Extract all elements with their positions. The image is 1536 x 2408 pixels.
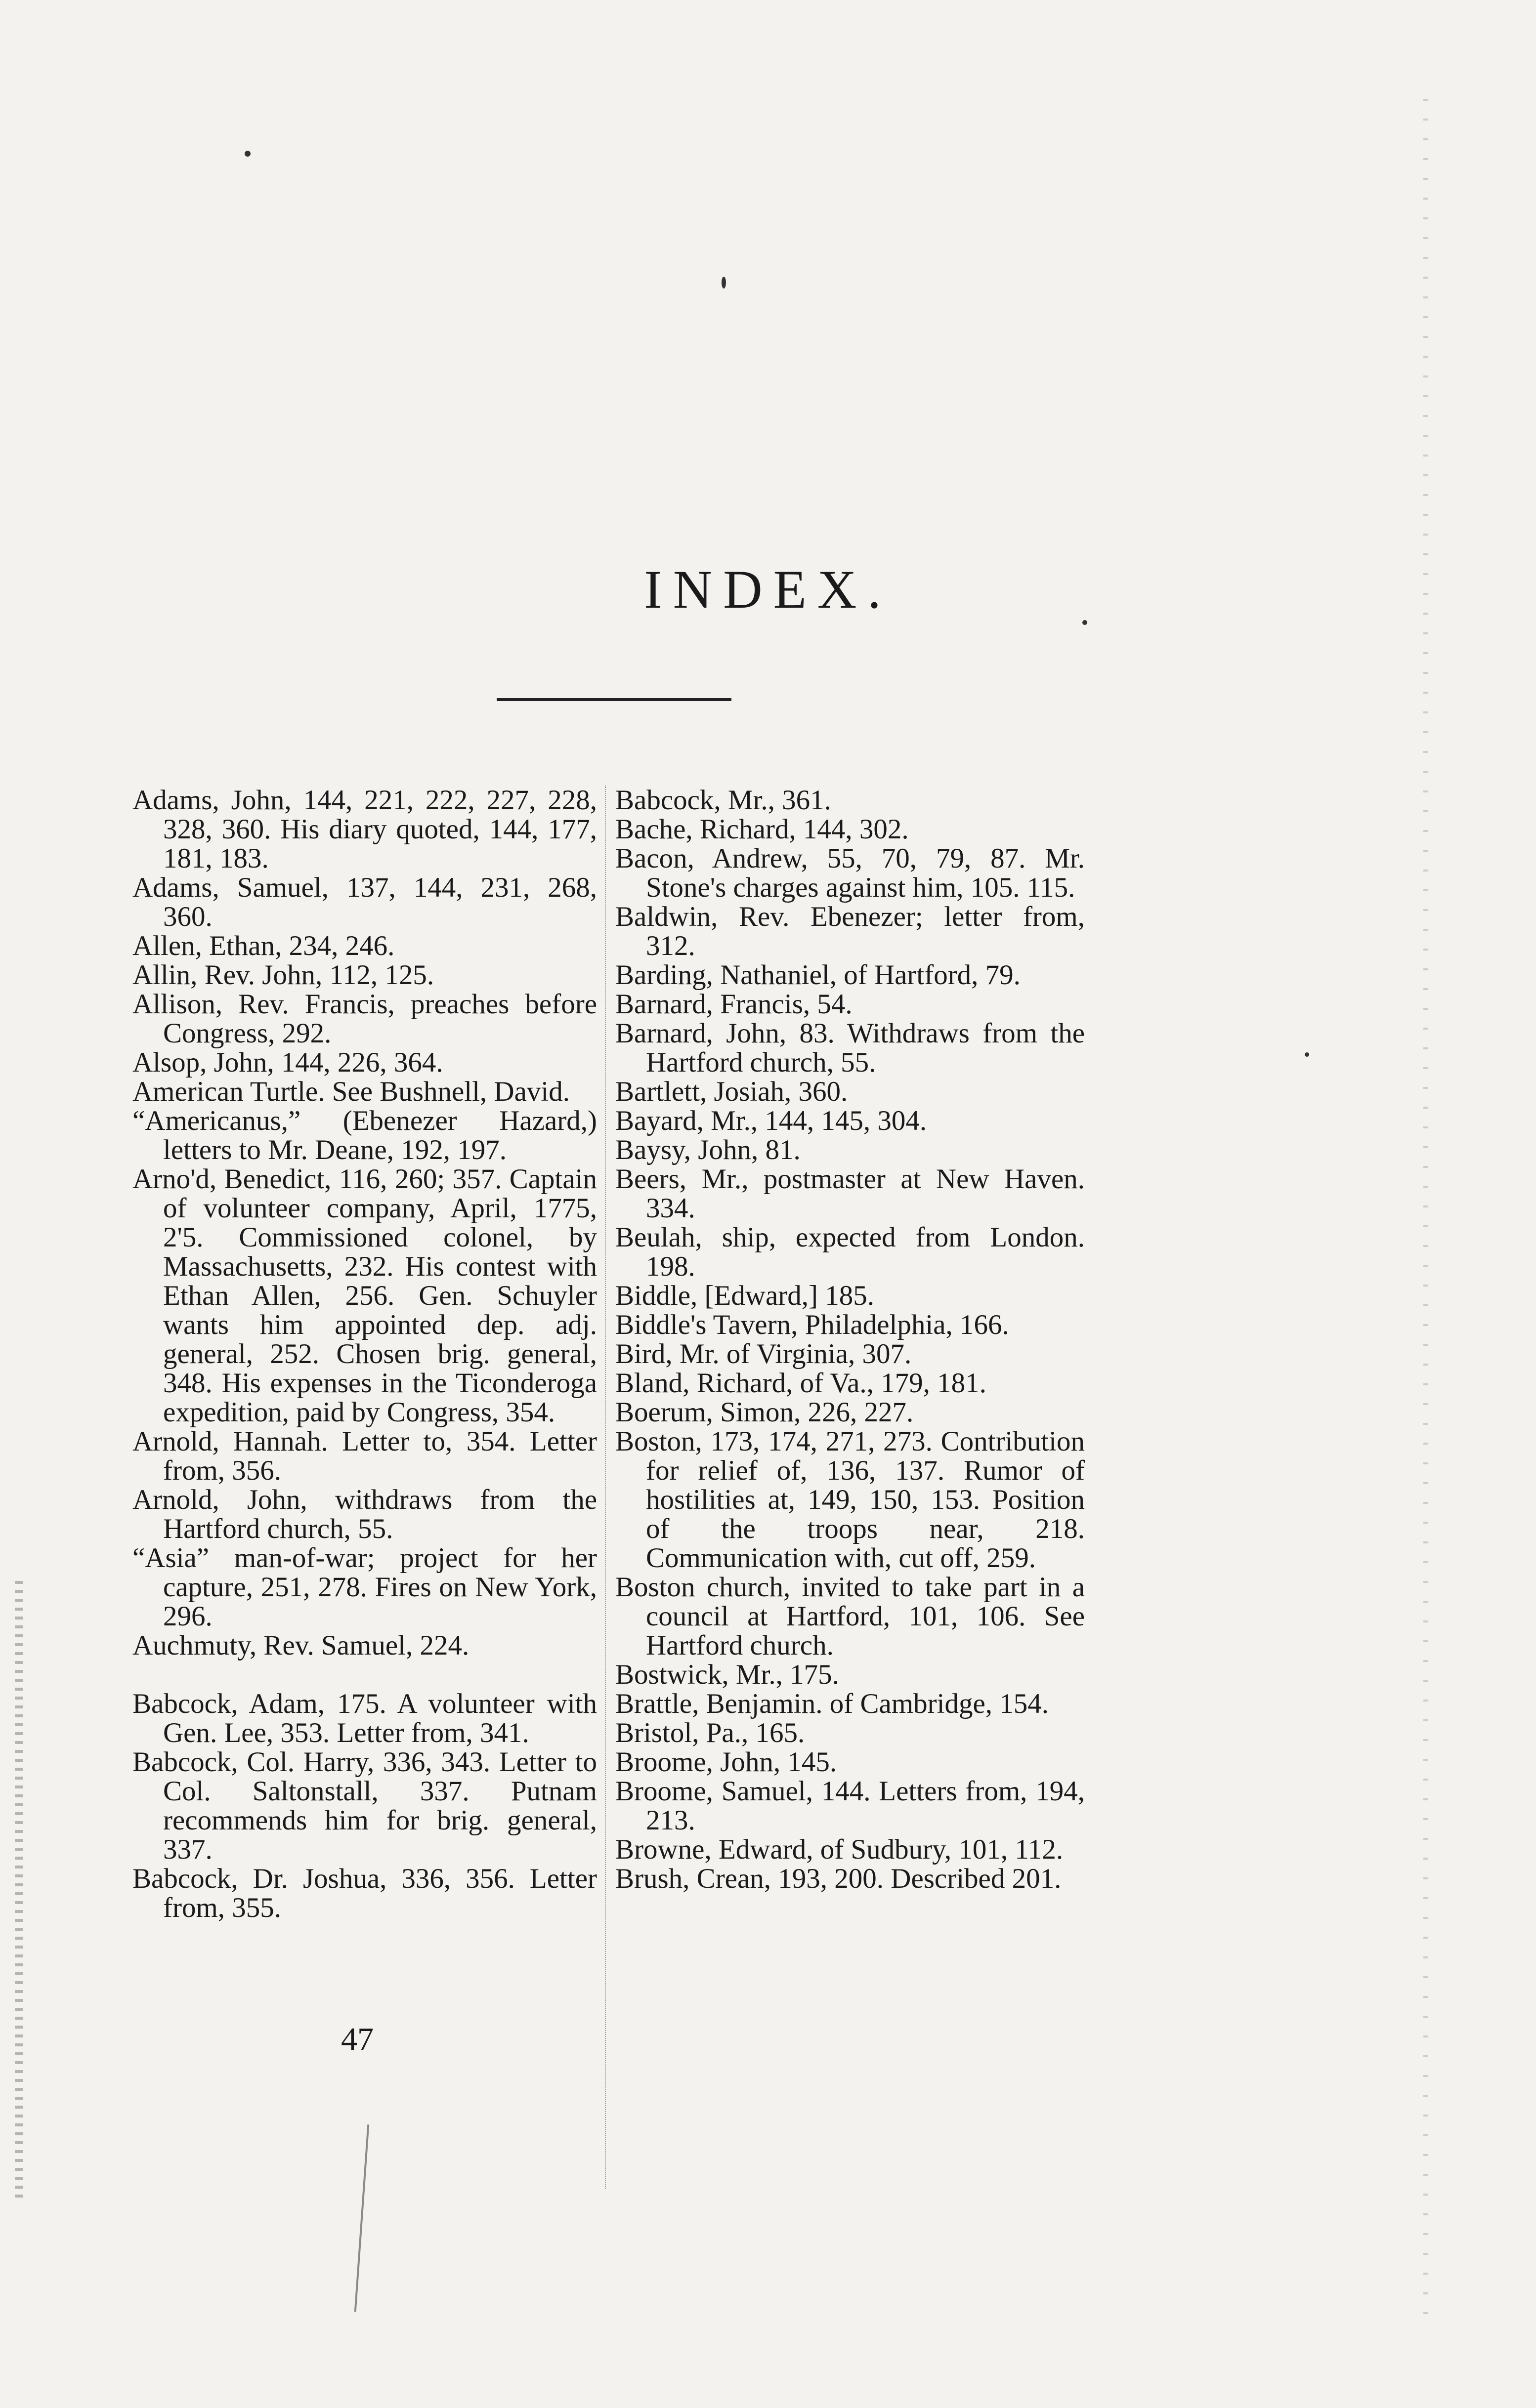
index-entry: Bache, Richard, 144, 302. bbox=[615, 814, 909, 845]
index-entry: Bland, Richard, of Va., 179, 181. bbox=[615, 1368, 986, 1399]
index-entry: Allen, Ethan, 234, 246. bbox=[132, 930, 395, 961]
column-divider bbox=[605, 786, 606, 2189]
index-entry: Beers, Mr., postmaster at New Haven. 334. bbox=[615, 1163, 1085, 1224]
page-scratch bbox=[354, 2124, 372, 2312]
index-entry: Babcock, Col. Harry, 336, 343. Letter to Col. Saltonstall, 337. Putnam recommends him for brig. general, 337. bbox=[132, 1746, 597, 1865]
index-entry: “Asia” man-of-war; project for her capture, 251, 278. Fires on New York, 296. bbox=[132, 1542, 597, 1632]
index-entry: Bristol, Pa., 165. bbox=[615, 1717, 805, 1748]
index-entry: Babcock, Adam, 175. A volunteer with Gen. Lee, 353. Letter from, 341. bbox=[132, 1688, 597, 1748]
index-entry: Bartlett, Josiah, 360. bbox=[615, 1076, 848, 1107]
index-entry: Bayard, Mr., 144, 145, 304. bbox=[615, 1105, 927, 1136]
index-entry: Beulah, ship, expected from London. 198. bbox=[615, 1222, 1085, 1282]
page-edge-stain bbox=[15, 1581, 23, 2199]
index-entry: Brush, Crean, 193, 200. Described 201. bbox=[615, 1863, 1062, 1894]
index-entry: Allin, Rev. John, 112, 125. bbox=[132, 959, 434, 991]
page-title: INDEX. bbox=[644, 559, 892, 620]
index-entry: Baldwin, Rev. Ebenezer; letter from, 312. bbox=[615, 901, 1085, 961]
index-entry: Arnold, John, withdraws from the Hartford church, 55. bbox=[132, 1484, 597, 1544]
index-entry: Babcock, Mr., 361. bbox=[615, 785, 831, 816]
index-entry: Browne, Edward, of Sudbury, 101, 112. bbox=[615, 1834, 1064, 1865]
page-number: 47 bbox=[341, 2021, 374, 2057]
index-entry: Biddle's Tavern, Philadelphia, 166. bbox=[615, 1309, 1009, 1340]
index-entry: Boston, 173, 174, 271, 273. Contribution for relief of, 136, 137. Rumor of hostilities at, 149, 150, 153. Position of the troops near, 218. Communication with, cut off, 259. bbox=[615, 1426, 1085, 1574]
index-entry: Adams, John, 144, 221, 222, 227, 228, 328, 360. His diary quoted, 144, 177, 181, 183. bbox=[132, 785, 597, 874]
index-entry: Alsop, John, 144, 226, 364. bbox=[132, 1047, 443, 1078]
index-entry: Arno'd, Benedict, 116, 260; 357. Captain of volunteer company, April, 1775, 2'5. Commissioned colonel, by Massachusetts, 232. His contest with Ethan Allen, 256. Gen. Schuyler wants him appointed dep. adj. general, 252. Chosen brig. general, 348. His expenses in the Ticonderoga expedition, paid by Congress, 354. bbox=[132, 1163, 597, 1428]
index-entry: Barnard, Francis, 54. bbox=[615, 989, 853, 1020]
index-entry: Adams, Samuel, 137, 144, 231, 268, 360. bbox=[132, 872, 597, 932]
title-rule bbox=[497, 698, 731, 701]
index-entry: Arnold, Hannah. Letter to, 354. Letter from, 356. bbox=[132, 1426, 597, 1486]
index-entry: Allison, Rev. Francis, preaches before Congress, 292. bbox=[132, 989, 597, 1049]
ink-speck bbox=[1305, 1052, 1309, 1057]
index-entry: Boston church, invited to take part in a council at Hartford, 101, 106. See Hartford church. bbox=[615, 1572, 1085, 1661]
right-column bbox=[615, 786, 1085, 1893]
index-entry: Broome, Samuel, 144. Letters from, 194, 213. bbox=[615, 1776, 1085, 1836]
index-entry: American Turtle. See Bushnell, David. bbox=[132, 1076, 570, 1107]
index-entry: Bacon, Andrew, 55, 70, 79, 87. Mr. Stone's charges against him, 105. 115. bbox=[615, 843, 1085, 903]
index-entry: Biddle, [Edward,] 185. bbox=[615, 1280, 874, 1311]
index-entry: Broome, John, 145. bbox=[615, 1746, 837, 1778]
ink-speck bbox=[722, 277, 726, 289]
ink-speck bbox=[245, 151, 251, 157]
index-entry: Boerum, Simon, 226, 227. bbox=[615, 1397, 914, 1428]
index-entry: Barnard, John, 83. Withdraws from the Hartford church, 55. bbox=[615, 1018, 1085, 1078]
index-entry: Babcock, Dr. Joshua, 336, 356. Letter from, 355. bbox=[132, 1863, 597, 1923]
index-entry: Bostwick, Mr., 175. bbox=[615, 1659, 839, 1690]
left-column bbox=[132, 786, 597, 1922]
index-entry: “Americanus,” (Ebenezer Hazard,) letters to Mr. Deane, 192, 197. bbox=[132, 1105, 597, 1165]
page-edge-marks bbox=[1423, 99, 1428, 2322]
index-entry: Auchmuty, Rev. Samuel, 224. bbox=[132, 1630, 469, 1661]
index-entry: Barding, Nathaniel, of Hartford, 79. bbox=[615, 959, 1021, 991]
index-entry: Bird, Mr. of Virginia, 307. bbox=[615, 1338, 912, 1370]
index-entry: Baysy, John, 81. bbox=[615, 1134, 801, 1165]
index-entry: Brattle, Benjamin. of Cambridge, 154. bbox=[615, 1688, 1049, 1719]
